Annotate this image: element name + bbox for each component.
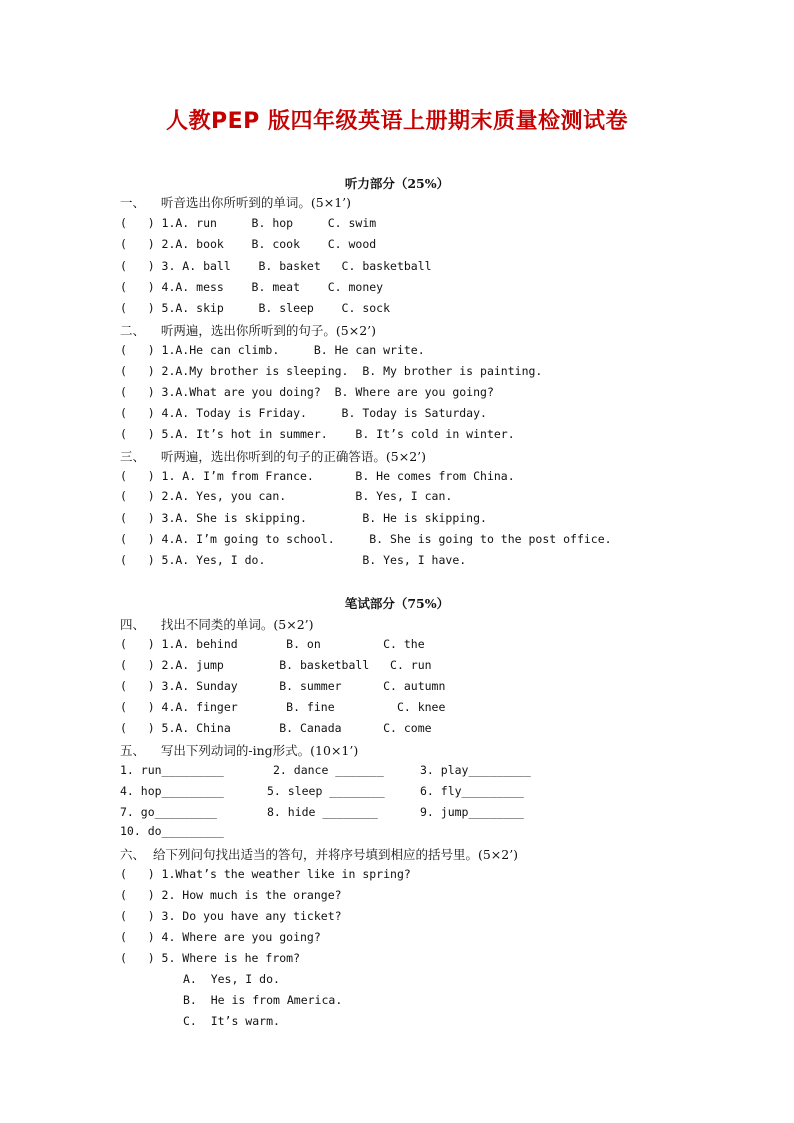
fill-blank-item: 8. hide ________ (267, 805, 378, 819)
fill-blank-item: 7. go_________ (120, 805, 217, 819)
fill-blank-item: 2. dance _______ (273, 763, 384, 777)
section-2-heading: 二、 听两遍，选出你所听到的句子。(5×2’) (120, 323, 377, 338)
fill-blank-item: 4. hop_________ (120, 784, 224, 798)
listening-part-heading: 听力部分（25%） (344, 176, 450, 191)
question-item: ( ) 5. Where is he from? (120, 951, 301, 965)
question-item: ( ) 4.A. finger B. fine C. knee (120, 700, 446, 714)
question-item: ( ) 1.A.He can climb. B. He can write. (120, 343, 425, 357)
page-title: 人教PEP 版四年级英语上册期末质量检测试卷 (166, 109, 628, 134)
section-5-heading: 五、 写出下列动词的-ing形式。(10×1’) (120, 743, 359, 758)
question-item: ( ) 4.A. Today is Friday. B. Today is Saturday. (120, 406, 487, 420)
fill-blank-item: 10. do_________ (120, 824, 224, 838)
question-item: ( ) 3. A. ball B. basket C. basketball (120, 259, 432, 273)
question-item: ( ) 5.A. It’s hot in summer. B. It’s cold in winter. (120, 427, 515, 441)
section-3-heading: 三、 听两遍，选出你听到的句子的正确答语。(5×2’) (120, 449, 427, 464)
fill-blank-item: 5. sleep ________ (267, 784, 385, 798)
question-item: ( ) 1.A. run B. hop C. swim (120, 216, 377, 230)
question-item: ( ) 3.A. Sunday B. summer C. autumn (120, 679, 446, 693)
question-item: ( ) 1.What’s the weather like in spring? (120, 867, 411, 881)
question-item: ( ) 4.A. mess B. meat C. money (120, 280, 384, 294)
question-item: ( ) 2.A. Yes, you can. B. Yes, I can. (120, 489, 453, 503)
section-1-heading: 一、 听音选出你所听到的单词。(5×1’) (120, 195, 352, 210)
fill-blank-item: 6. fly_________ (420, 784, 524, 798)
question-item: ( ) 5.A. Yes, I do. B. Yes, I have. (120, 553, 467, 567)
question-item: ( ) 2.A. jump B. basketball C. run (120, 658, 432, 672)
fill-blank-item: 3. play_________ (420, 763, 531, 777)
answer-option: A. Yes, I do. (183, 972, 280, 986)
question-item: ( ) 1. A. I’m from France. B. He comes from China. (120, 469, 515, 483)
answer-option: B. He is from America. (183, 993, 343, 1007)
question-item: ( ) 2. How much is the orange? (120, 888, 342, 902)
question-item: ( ) 4.A. I’m going to school. B. She is going to the post office. (120, 532, 612, 546)
fill-blank-item: 9. jump________ (420, 805, 524, 819)
question-item: ( ) 4. Where are you going? (120, 930, 321, 944)
fill-blank-item: 1. run_________ (120, 763, 224, 777)
question-item: ( ) 5.A. China B. Canada C. come (120, 721, 432, 735)
question-item: ( ) 2.A. book B. cook C. wood (120, 237, 377, 251)
section-4-heading: 四、 找出不同类的单词。(5×2’) (120, 617, 314, 632)
answer-option: C. It’s warm. (183, 1014, 280, 1028)
question-item: ( ) 3.A. She is skipping. B. He is skipping. (120, 511, 487, 525)
question-item: ( ) 3. Do you have any ticket? (120, 909, 342, 923)
question-item: ( ) 1.A. behind B. on C. the (120, 637, 425, 651)
question-item: ( ) 3.A.What are you doing? B. Where are you going? (120, 385, 494, 399)
writing-part-heading: 笔试部分（75%） (344, 596, 450, 611)
question-item: ( ) 5.A. skip B. sleep C. sock (120, 301, 391, 315)
question-item: ( ) 2.A.My brother is sleeping. B. My brother is painting. (120, 364, 543, 378)
section-6-heading: 六、 给下列问句找出适当的答句，并将序号填到相应的括号里。(5×2’) (120, 847, 519, 862)
